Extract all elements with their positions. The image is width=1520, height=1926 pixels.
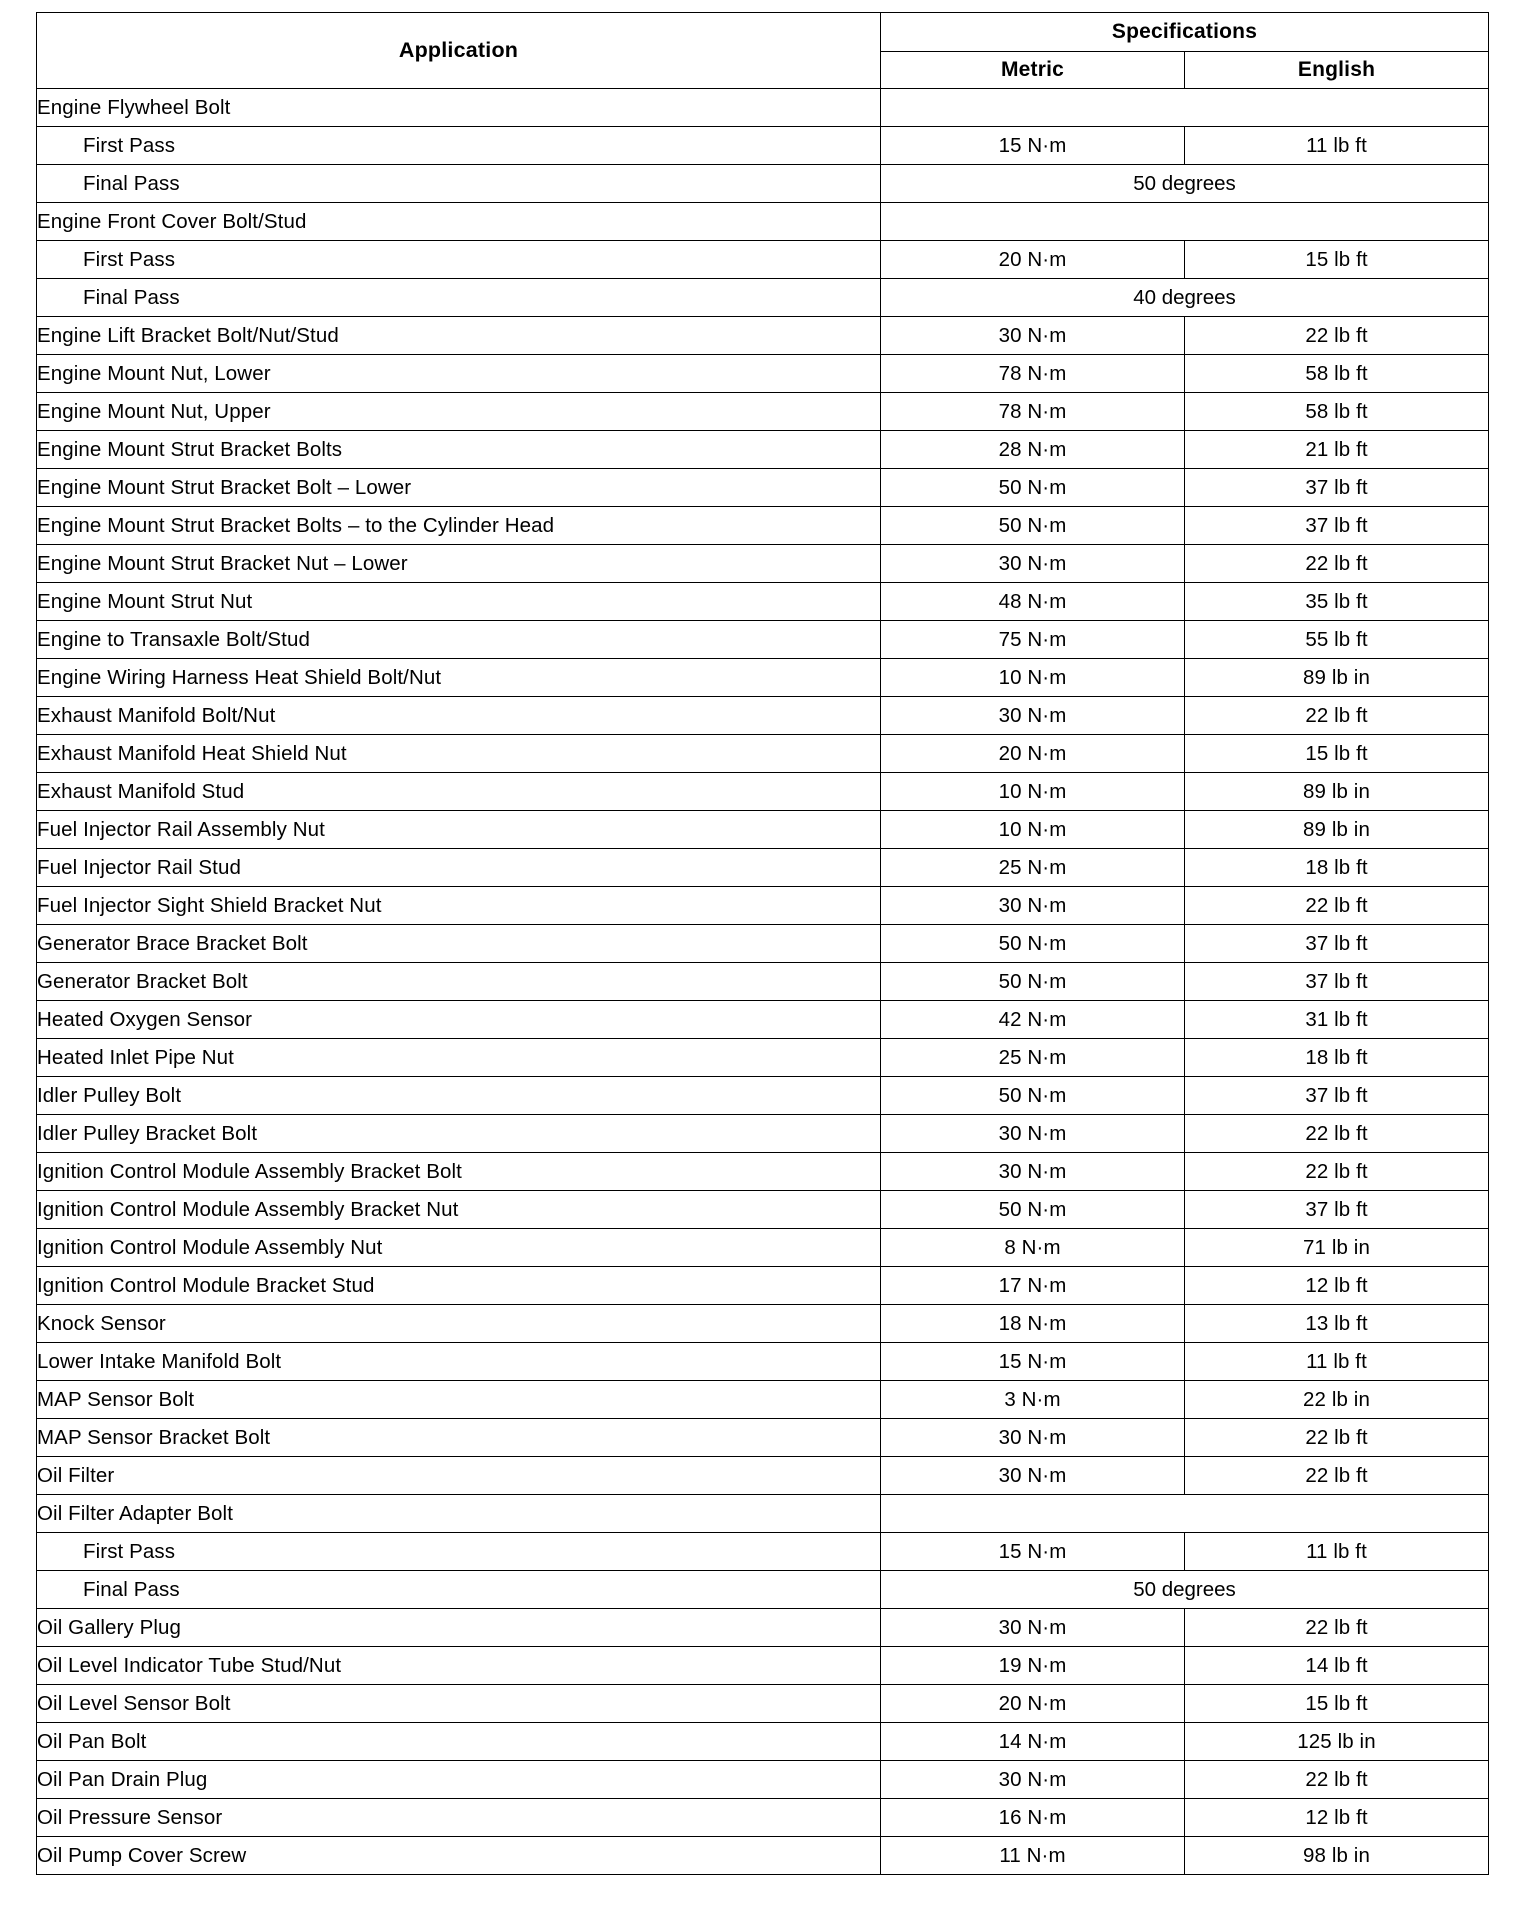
- table-row: [37, 1533, 1489, 1571]
- cell-metric: 3 N·m: [881, 1381, 1185, 1419]
- table-row: [37, 279, 1489, 317]
- table-row: [37, 317, 1489, 355]
- cell-application: Exhaust Manifold Heat Shield Nut: [37, 735, 881, 773]
- table-row: [37, 1799, 1489, 1837]
- cell-metric: 19 N·m: [881, 1647, 1185, 1685]
- table-header: [37, 13, 1489, 89]
- table-row: [37, 127, 1489, 165]
- cell-english: 11 lb ft: [1185, 1533, 1489, 1571]
- table-row: [37, 165, 1489, 203]
- table-row: [37, 1039, 1489, 1077]
- cell-metric: 10 N·m: [881, 773, 1185, 811]
- cell-application: Fuel Injector Sight Shield Bracket Nut: [37, 887, 881, 925]
- table-row: [37, 1419, 1489, 1457]
- table-row: [37, 1647, 1489, 1685]
- cell-metric: 30 N·m: [881, 697, 1185, 735]
- table-row: [37, 1229, 1489, 1267]
- cell-english: 35 lb ft: [1185, 583, 1489, 621]
- cell-application: Idler Pulley Bolt: [37, 1077, 881, 1115]
- cell-metric: 42 N·m: [881, 1001, 1185, 1039]
- cell-application: MAP Sensor Bracket Bolt: [37, 1419, 881, 1457]
- cell-application: Oil Pan Bolt: [37, 1723, 881, 1761]
- cell-application: Ignition Control Module Assembly Bracket Bolt: [37, 1153, 881, 1191]
- table-row: [37, 89, 1489, 127]
- cell-english: 22 lb ft: [1185, 1115, 1489, 1153]
- table-row: [37, 1191, 1489, 1229]
- table-row: [37, 811, 1489, 849]
- cell-application: Engine Mount Strut Bracket Bolts: [37, 431, 881, 469]
- cell-metric: 50 N·m: [881, 1191, 1185, 1229]
- cell-application: Oil Pan Drain Plug: [37, 1761, 881, 1799]
- table-row: [37, 1115, 1489, 1153]
- cell-metric: 15 N·m: [881, 1533, 1185, 1571]
- cell-application: First Pass: [37, 127, 881, 165]
- cell-english: 37 lb ft: [1185, 925, 1489, 963]
- table-row: [37, 1571, 1489, 1609]
- cell-english: 58 lb ft: [1185, 393, 1489, 431]
- cell-application: Engine Mount Strut Bracket Nut – Lower: [37, 545, 881, 583]
- cell-metric: 50 N·m: [881, 507, 1185, 545]
- table-row: [37, 849, 1489, 887]
- cell-english: 71 lb in: [1185, 1229, 1489, 1267]
- cell-english: 37 lb ft: [1185, 1077, 1489, 1115]
- cell-metric: 30 N·m: [881, 1761, 1185, 1799]
- cell-metric: 30 N·m: [881, 1457, 1185, 1495]
- cell-metric: 14 N·m: [881, 1723, 1185, 1761]
- table-row: [37, 697, 1489, 735]
- table-row: [37, 1457, 1489, 1495]
- table-row: [37, 203, 1489, 241]
- cell-english: 12 lb ft: [1185, 1267, 1489, 1305]
- table-row: [37, 1001, 1489, 1039]
- cell-application: Idler Pulley Bracket Bolt: [37, 1115, 881, 1153]
- cell-english: 89 lb in: [1185, 811, 1489, 849]
- cell-metric: 15 N·m: [881, 127, 1185, 165]
- cell-metric: 28 N·m: [881, 431, 1185, 469]
- cell-application: Oil Level Sensor Bolt: [37, 1685, 881, 1723]
- column-header-english: English: [1185, 52, 1489, 89]
- cell-english: 11 lb ft: [1185, 127, 1489, 165]
- table-row: [37, 659, 1489, 697]
- cell-application: Oil Filter: [37, 1457, 881, 1495]
- cell-english: 58 lb ft: [1185, 355, 1489, 393]
- cell-application: First Pass: [37, 241, 881, 279]
- cell-metric: 30 N·m: [881, 317, 1185, 355]
- cell-metric: 50 N·m: [881, 1077, 1185, 1115]
- table-row: [37, 469, 1489, 507]
- cell-english: 125 lb in: [1185, 1723, 1489, 1761]
- cell-application: Fuel Injector Rail Stud: [37, 849, 881, 887]
- cell-application: Final Pass: [37, 1571, 881, 1609]
- cell-english: 37 lb ft: [1185, 963, 1489, 1001]
- cell-english: 22 lb ft: [1185, 697, 1489, 735]
- table-row: [37, 1685, 1489, 1723]
- cell-application: Engine Mount Strut Nut: [37, 583, 881, 621]
- table-row: [37, 887, 1489, 925]
- cell-metric: 16 N·m: [881, 1799, 1185, 1837]
- cell-application: Exhaust Manifold Bolt/Nut: [37, 697, 881, 735]
- cell-metric: 75 N·m: [881, 621, 1185, 659]
- cell-english: 22 lb ft: [1185, 1761, 1489, 1799]
- cell-english: 21 lb ft: [1185, 431, 1489, 469]
- table-row: [37, 1077, 1489, 1115]
- table-body: [37, 89, 1489, 1875]
- column-header-application: Application: [37, 13, 881, 89]
- cell-application: Engine Mount Strut Bracket Bolts – to the Cylinder Head: [37, 507, 881, 545]
- cell-english: 13 lb ft: [1185, 1305, 1489, 1343]
- cell-application: Exhaust Manifold Stud: [37, 773, 881, 811]
- cell-application: Engine Mount Nut, Lower: [37, 355, 881, 393]
- cell-metric: 8 N·m: [881, 1229, 1185, 1267]
- cell-metric: 25 N·m: [881, 849, 1185, 887]
- cell-application: Ignition Control Module Assembly Nut: [37, 1229, 881, 1267]
- cell-application: Generator Bracket Bolt: [37, 963, 881, 1001]
- cell-metric: 30 N·m: [881, 1609, 1185, 1647]
- cell-english: 31 lb ft: [1185, 1001, 1489, 1039]
- cell-metric: 20 N·m: [881, 241, 1185, 279]
- cell-english: 22 lb ft: [1185, 317, 1489, 355]
- cell-metric: 78 N·m: [881, 355, 1185, 393]
- table-row: [37, 1343, 1489, 1381]
- cell-english: 37 lb ft: [1185, 507, 1489, 545]
- cell-application: Heated Oxygen Sensor: [37, 1001, 881, 1039]
- cell-english: 22 lb ft: [1185, 545, 1489, 583]
- cell-application: Lower Intake Manifold Bolt: [37, 1343, 881, 1381]
- table-row: [37, 1837, 1489, 1875]
- cell-english: 37 lb ft: [1185, 1191, 1489, 1229]
- cell-application: Engine Front Cover Bolt/Stud: [37, 203, 881, 241]
- table-row: [37, 431, 1489, 469]
- cell-specification-empty: [881, 1495, 1489, 1533]
- cell-application: Oil Pressure Sensor: [37, 1799, 881, 1837]
- table-row: [37, 507, 1489, 545]
- cell-english: 18 lb ft: [1185, 1039, 1489, 1077]
- cell-english: 22 lb in: [1185, 1381, 1489, 1419]
- cell-english: 11 lb ft: [1185, 1343, 1489, 1381]
- cell-application: Engine Mount Nut, Upper: [37, 393, 881, 431]
- cell-specification-empty: [881, 89, 1489, 127]
- cell-metric: 11 N·m: [881, 1837, 1185, 1875]
- cell-metric: 20 N·m: [881, 735, 1185, 773]
- cell-application: Engine Wiring Harness Heat Shield Bolt/Nut: [37, 659, 881, 697]
- cell-metric: 30 N·m: [881, 1419, 1185, 1457]
- cell-application: Ignition Control Module Assembly Bracket Nut: [37, 1191, 881, 1229]
- cell-english: 14 lb ft: [1185, 1647, 1489, 1685]
- cell-metric: 20 N·m: [881, 1685, 1185, 1723]
- table-row: [37, 1267, 1489, 1305]
- cell-application: Heated Inlet Pipe Nut: [37, 1039, 881, 1077]
- cell-english: 22 lb ft: [1185, 1153, 1489, 1191]
- cell-specification-span: 40 degrees: [881, 279, 1489, 317]
- table-row: [37, 1609, 1489, 1647]
- cell-application: Oil Pump Cover Screw: [37, 1837, 881, 1875]
- cell-application: Oil Level Indicator Tube Stud/Nut: [37, 1647, 881, 1685]
- table-row: [37, 1761, 1489, 1799]
- cell-english: 15 lb ft: [1185, 735, 1489, 773]
- cell-metric: 25 N·m: [881, 1039, 1185, 1077]
- cell-metric: 50 N·m: [881, 469, 1185, 507]
- cell-metric: 30 N·m: [881, 545, 1185, 583]
- cell-application: Final Pass: [37, 279, 881, 317]
- cell-metric: 18 N·m: [881, 1305, 1185, 1343]
- cell-application: MAP Sensor Bolt: [37, 1381, 881, 1419]
- table-row: [37, 1381, 1489, 1419]
- cell-metric: 10 N·m: [881, 659, 1185, 697]
- header-row-top: [37, 13, 1489, 52]
- cell-english: 15 lb ft: [1185, 1685, 1489, 1723]
- cell-specification-span: 50 degrees: [881, 165, 1489, 203]
- cell-english: 37 lb ft: [1185, 469, 1489, 507]
- cell-english: 15 lb ft: [1185, 241, 1489, 279]
- cell-metric: 50 N·m: [881, 963, 1185, 1001]
- table-row: [37, 1495, 1489, 1533]
- cell-english: 98 lb in: [1185, 1837, 1489, 1875]
- cell-application: Engine to Transaxle Bolt/Stud: [37, 621, 881, 659]
- cell-application: Oil Gallery Plug: [37, 1609, 881, 1647]
- cell-english: 55 lb ft: [1185, 621, 1489, 659]
- cell-application: Ignition Control Module Bracket Stud: [37, 1267, 881, 1305]
- cell-metric: 15 N·m: [881, 1343, 1185, 1381]
- cell-application: Knock Sensor: [37, 1305, 881, 1343]
- cell-metric: 48 N·m: [881, 583, 1185, 621]
- cell-application: Engine Mount Strut Bracket Bolt – Lower: [37, 469, 881, 507]
- table-row: [37, 355, 1489, 393]
- cell-english: 89 lb in: [1185, 773, 1489, 811]
- cell-application: Final Pass: [37, 165, 881, 203]
- table-row: [37, 545, 1489, 583]
- cell-english: 22 lb ft: [1185, 1419, 1489, 1457]
- table-row: [37, 583, 1489, 621]
- table-row: [37, 621, 1489, 659]
- table-row: [37, 1153, 1489, 1191]
- column-header-specifications: Specifications: [881, 13, 1489, 52]
- cell-application: Engine Flywheel Bolt: [37, 89, 881, 127]
- cell-metric: 78 N·m: [881, 393, 1185, 431]
- table-row: [37, 1723, 1489, 1761]
- table-row: [37, 773, 1489, 811]
- fastener-tightening-specifications-table: [36, 12, 1489, 1875]
- cell-application: Oil Filter Adapter Bolt: [37, 1495, 881, 1533]
- cell-metric: 50 N·m: [881, 925, 1185, 963]
- cell-application: Fuel Injector Rail Assembly Nut: [37, 811, 881, 849]
- cell-metric: 30 N·m: [881, 1115, 1185, 1153]
- cell-metric: 17 N·m: [881, 1267, 1185, 1305]
- table-row: [37, 393, 1489, 431]
- table-row: [37, 735, 1489, 773]
- cell-english: 12 lb ft: [1185, 1799, 1489, 1837]
- cell-english: 22 lb ft: [1185, 1457, 1489, 1495]
- table-row: [37, 1305, 1489, 1343]
- cell-specification-span: 50 degrees: [881, 1571, 1489, 1609]
- column-header-metric: Metric: [881, 52, 1185, 89]
- cell-metric: 30 N·m: [881, 1153, 1185, 1191]
- table-row: [37, 963, 1489, 1001]
- cell-english: 89 lb in: [1185, 659, 1489, 697]
- cell-specification-empty: [881, 203, 1489, 241]
- cell-metric: 30 N·m: [881, 887, 1185, 925]
- table-row: [37, 925, 1489, 963]
- cell-application: Engine Lift Bracket Bolt/Nut/Stud: [37, 317, 881, 355]
- cell-english: 18 lb ft: [1185, 849, 1489, 887]
- cell-english: 22 lb ft: [1185, 887, 1489, 925]
- cell-application: Generator Brace Bracket Bolt: [37, 925, 881, 963]
- cell-english: 22 lb ft: [1185, 1609, 1489, 1647]
- cell-application: First Pass: [37, 1533, 881, 1571]
- table-row: [37, 241, 1489, 279]
- cell-metric: 10 N·m: [881, 811, 1185, 849]
